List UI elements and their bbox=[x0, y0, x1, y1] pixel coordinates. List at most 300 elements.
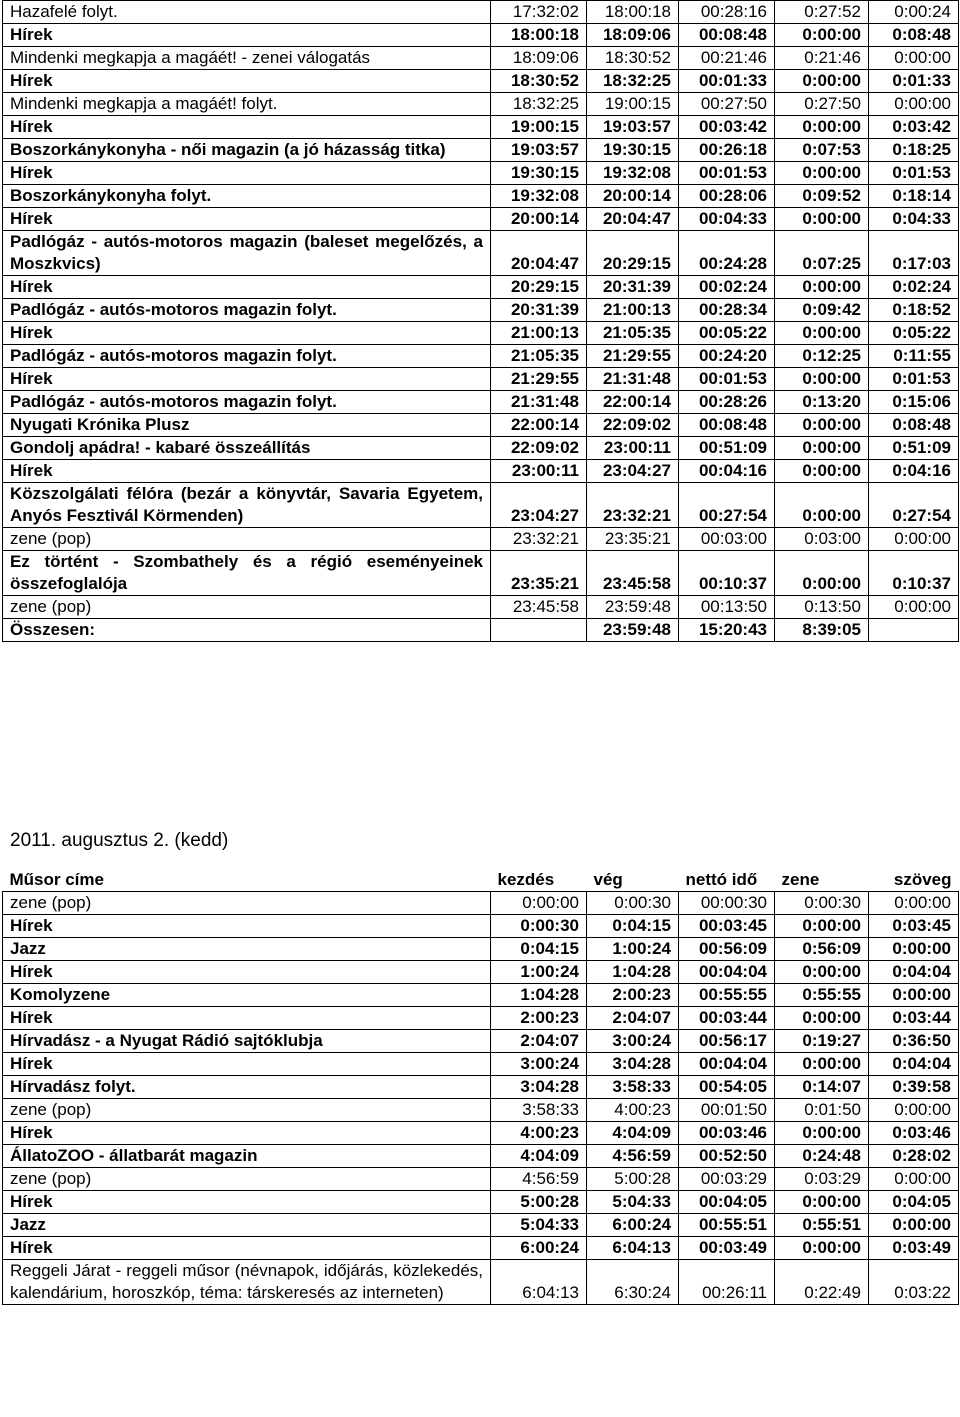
cell-title: Hírek bbox=[3, 1122, 491, 1145]
cell-music: 0:22:49 bbox=[775, 1260, 869, 1305]
cell-music: 0:55:51 bbox=[775, 1214, 869, 1237]
table-row bbox=[3, 1076, 959, 1099]
cell-start: 19:32:08 bbox=[491, 185, 587, 208]
cell-start: 17:32:02 bbox=[491, 1, 587, 24]
schedule-table-aug2 bbox=[2, 869, 959, 1305]
cell-text: 0:03:49 bbox=[869, 1237, 959, 1260]
cell-music: 0:27:50 bbox=[775, 93, 869, 116]
cell-text: 0:00:00 bbox=[869, 938, 959, 961]
cell-end: 5:00:28 bbox=[587, 1168, 679, 1191]
table-row bbox=[3, 1, 959, 24]
table-row bbox=[3, 322, 959, 345]
cell-start: 18:32:25 bbox=[491, 93, 587, 116]
cell-net: 00:00:30 bbox=[679, 892, 775, 915]
cell-music: 0:12:25 bbox=[775, 345, 869, 368]
cell-end: 20:31:39 bbox=[587, 276, 679, 299]
cell-start: 21:00:13 bbox=[491, 322, 587, 345]
cell-title: Gondolj apádra! - kabaré összeállítás bbox=[3, 437, 491, 460]
table-header-row bbox=[3, 869, 959, 892]
cell-title: zene (pop) bbox=[3, 1099, 491, 1122]
cell-net: 00:04:33 bbox=[679, 208, 775, 231]
cell-title: Hírek bbox=[3, 70, 491, 93]
cell-start: 22:09:02 bbox=[491, 437, 587, 460]
table-row bbox=[3, 961, 959, 984]
cell-text: 0:00:00 bbox=[869, 47, 959, 70]
cell-start: 2:04:07 bbox=[491, 1030, 587, 1053]
cell-start: 0:04:15 bbox=[491, 938, 587, 961]
cell-net: 00:28:26 bbox=[679, 391, 775, 414]
cell-net: 00:04:04 bbox=[679, 961, 775, 984]
cell-title: Padlógáz - autós-motoros magazin folyt. bbox=[3, 391, 491, 414]
cell-title: zene (pop) bbox=[3, 528, 491, 551]
cell-text: 0:11:55 bbox=[869, 345, 959, 368]
cell-music: 0:00:00 bbox=[775, 1007, 869, 1030]
cell-end: 5:04:33 bbox=[587, 1191, 679, 1214]
cell-end: 6:04:13 bbox=[587, 1237, 679, 1260]
cell-text: 0:08:48 bbox=[869, 414, 959, 437]
cell-text: 0:04:33 bbox=[869, 208, 959, 231]
cell-title: Hírek bbox=[3, 915, 491, 938]
cell-text: 0:03:46 bbox=[869, 1122, 959, 1145]
table-row bbox=[3, 1237, 959, 1260]
cell-net: 00:10:37 bbox=[679, 551, 775, 596]
cell-start: 4:56:59 bbox=[491, 1168, 587, 1191]
table-row bbox=[3, 1191, 959, 1214]
cell-text: 0:18:14 bbox=[869, 185, 959, 208]
cell-net: 00:03:44 bbox=[679, 1007, 775, 1030]
cell-title: Padlógáz - autós-motoros magazin folyt. bbox=[3, 299, 491, 322]
cell-end: 19:32:08 bbox=[587, 162, 679, 185]
cell-start: 20:04:47 bbox=[491, 231, 587, 276]
cell-text: 0:01:53 bbox=[869, 368, 959, 391]
cell-start: 22:00:14 bbox=[491, 414, 587, 437]
cell-music: 0:21:46 bbox=[775, 47, 869, 70]
cell-end: 4:00:23 bbox=[587, 1099, 679, 1122]
cell-net: 00:26:18 bbox=[679, 139, 775, 162]
cell-text: 0:03:22 bbox=[869, 1260, 959, 1305]
cell-start: 23:00:11 bbox=[491, 460, 587, 483]
cell-title: Hírek bbox=[3, 322, 491, 345]
cell-end: 19:00:15 bbox=[587, 93, 679, 116]
cell-music: 0:19:27 bbox=[775, 1030, 869, 1053]
cell-net: 00:52:50 bbox=[679, 1145, 775, 1168]
cell-text: 0:00:00 bbox=[869, 93, 959, 116]
cell-net: 15:20:43 bbox=[679, 619, 775, 642]
table-row bbox=[3, 299, 959, 322]
cell-music: 0:00:00 bbox=[775, 961, 869, 984]
cell-end: 3:58:33 bbox=[587, 1076, 679, 1099]
table-row bbox=[3, 24, 959, 47]
cell-start: 21:29:55 bbox=[491, 368, 587, 391]
cell-text: 0:03:42 bbox=[869, 116, 959, 139]
table-row bbox=[3, 345, 959, 368]
table-row bbox=[3, 391, 959, 414]
cell-music: 0:00:00 bbox=[775, 208, 869, 231]
header-end: vég bbox=[593, 870, 623, 889]
table-row bbox=[3, 596, 959, 619]
cell-end: 18:00:18 bbox=[587, 1, 679, 24]
header-text: szöveg bbox=[893, 870, 952, 889]
cell-title: Jazz bbox=[3, 1214, 491, 1237]
cell-text: 0:00:24 bbox=[869, 1, 959, 24]
cell-title: Hírvadász - a Nyugat Rádió sajtóklubja bbox=[3, 1030, 491, 1053]
table-row bbox=[3, 1214, 959, 1237]
cell-start: 20:31:39 bbox=[491, 299, 587, 322]
cell-title: Hírek bbox=[3, 24, 491, 47]
cell-start: 0:00:00 bbox=[491, 892, 587, 915]
cell-end: 20:29:15 bbox=[587, 231, 679, 276]
cell-text: 0:04:16 bbox=[869, 460, 959, 483]
cell-title: Mindenki megkapja a magáét! folyt. bbox=[3, 93, 491, 116]
table-row bbox=[3, 1099, 959, 1122]
cell-net: 00:01:53 bbox=[679, 368, 775, 391]
table-row bbox=[3, 483, 959, 528]
table-row bbox=[3, 437, 959, 460]
cell-music: 0:00:00 bbox=[775, 368, 869, 391]
cell-net: 00:04:05 bbox=[679, 1191, 775, 1214]
cell-text: 0:18:52 bbox=[869, 299, 959, 322]
cell-end: 6:00:24 bbox=[587, 1214, 679, 1237]
cell-net: 00:27:50 bbox=[679, 93, 775, 116]
cell-title: Ez történt - Szombathely és a régió eseményeinek összefoglalója bbox=[3, 551, 491, 596]
cell-start: 4:00:23 bbox=[491, 1122, 587, 1145]
cell-title: Reggeli Járat - reggeli műsor (névnapok, időjárás, közlekedés, kalendárium, horoszkóp, téma: társkeresés az interneten) bbox=[3, 1260, 491, 1305]
cell-title: Jazz bbox=[3, 938, 491, 961]
cell-text: 0:00:00 bbox=[869, 984, 959, 1007]
cell-net: 00:28:06 bbox=[679, 185, 775, 208]
cell-start: 3:00:24 bbox=[491, 1053, 587, 1076]
cell-music: 0:00:00 bbox=[775, 1191, 869, 1214]
table-row bbox=[3, 1053, 959, 1076]
cell-text: 0:00:00 bbox=[869, 1099, 959, 1122]
cell-net: 00:24:20 bbox=[679, 345, 775, 368]
cell-start: 23:32:21 bbox=[491, 528, 587, 551]
cell-text: 0:00:00 bbox=[869, 1214, 959, 1237]
cell-end: 23:35:21 bbox=[587, 528, 679, 551]
cell-start: 6:00:24 bbox=[491, 1237, 587, 1260]
table-row bbox=[3, 1145, 959, 1168]
cell-end: 20:00:14 bbox=[587, 185, 679, 208]
table-row bbox=[3, 892, 959, 915]
cell-title: Hírek bbox=[3, 1191, 491, 1214]
table-row bbox=[3, 1122, 959, 1145]
cell-end: 4:04:09 bbox=[587, 1122, 679, 1145]
cell-text: 0:18:25 bbox=[869, 139, 959, 162]
cell-music: 0:55:55 bbox=[775, 984, 869, 1007]
cell-start: 18:00:18 bbox=[491, 24, 587, 47]
cell-music: 0:00:00 bbox=[775, 322, 869, 345]
cell-text: 0:01:53 bbox=[869, 162, 959, 185]
cell-text: 0:36:50 bbox=[869, 1030, 959, 1053]
cell-title: Összesen: bbox=[3, 619, 491, 642]
cell-start: 18:30:52 bbox=[491, 70, 587, 93]
cell-music: 0:00:00 bbox=[775, 483, 869, 528]
cell-start: 20:00:14 bbox=[491, 208, 587, 231]
cell-music: 0:07:53 bbox=[775, 139, 869, 162]
cell-net: 00:28:16 bbox=[679, 1, 775, 24]
cell-start: 3:58:33 bbox=[491, 1099, 587, 1122]
cell-net: 00:54:05 bbox=[679, 1076, 775, 1099]
cell-start: 1:04:28 bbox=[491, 984, 587, 1007]
cell-title: Hírek bbox=[3, 276, 491, 299]
cell-text: 0:04:04 bbox=[869, 961, 959, 984]
cell-text: 0:00:00 bbox=[869, 892, 959, 915]
cell-end: 2:00:23 bbox=[587, 984, 679, 1007]
cell-music: 0:03:00 bbox=[775, 528, 869, 551]
cell-end: 3:00:24 bbox=[587, 1030, 679, 1053]
cell-end: 21:31:48 bbox=[587, 368, 679, 391]
cell-end: 1:04:28 bbox=[587, 961, 679, 984]
cell-net: 00:04:16 bbox=[679, 460, 775, 483]
cell-music: 0:13:50 bbox=[775, 596, 869, 619]
cell-title: Hírek bbox=[3, 208, 491, 231]
cell-text: 0:15:06 bbox=[869, 391, 959, 414]
cell-music: 8:39:05 bbox=[775, 619, 869, 642]
cell-text: 0:39:58 bbox=[869, 1076, 959, 1099]
cell-net: 00:56:17 bbox=[679, 1030, 775, 1053]
cell-end: 2:04:07 bbox=[587, 1007, 679, 1030]
cell-text: 0:10:37 bbox=[869, 551, 959, 596]
cell-end: 23:45:58 bbox=[587, 551, 679, 596]
table-row bbox=[3, 1007, 959, 1030]
cell-end: 23:32:21 bbox=[587, 483, 679, 528]
cell-music: 0:14:07 bbox=[775, 1076, 869, 1099]
cell-text: 0:05:22 bbox=[869, 322, 959, 345]
cell-title: Padlógáz - autós-motoros magazin folyt. bbox=[3, 345, 491, 368]
cell-start: 3:04:28 bbox=[491, 1076, 587, 1099]
table-row bbox=[3, 1030, 959, 1053]
cell-start: 0:00:30 bbox=[491, 915, 587, 938]
cell-title: Hírek bbox=[3, 368, 491, 391]
cell-net: 00:28:34 bbox=[679, 299, 775, 322]
cell-text: 0:04:04 bbox=[869, 1053, 959, 1076]
cell-start: 23:45:58 bbox=[491, 596, 587, 619]
cell-music: 0:07:25 bbox=[775, 231, 869, 276]
cell-start: 5:00:28 bbox=[491, 1191, 587, 1214]
cell-net: 00:55:51 bbox=[679, 1214, 775, 1237]
cell-net: 00:04:04 bbox=[679, 1053, 775, 1076]
cell-text: 0:51:09 bbox=[869, 437, 959, 460]
cell-music: 0:00:00 bbox=[775, 915, 869, 938]
table-row bbox=[3, 915, 959, 938]
cell-start: 21:31:48 bbox=[491, 391, 587, 414]
cell-music: 0:09:42 bbox=[775, 299, 869, 322]
cell-title: Közszolgálati félóra (bezár a könyvtár, Savaria Egyetem, Anyós Fesztivál Körmenden) bbox=[3, 483, 491, 528]
cell-music: 0:56:09 bbox=[775, 938, 869, 961]
cell-end: 1:00:24 bbox=[587, 938, 679, 961]
cell-music: 0:00:00 bbox=[775, 551, 869, 596]
cell-music: 0:00:00 bbox=[775, 70, 869, 93]
cell-title: zene (pop) bbox=[3, 596, 491, 619]
cell-end: 6:30:24 bbox=[587, 1260, 679, 1305]
cell-end: 18:32:25 bbox=[587, 70, 679, 93]
cell-title: ÁllatoZOO - állatbarát magazin bbox=[3, 1145, 491, 1168]
table-row bbox=[3, 231, 959, 276]
cell-end: 0:00:30 bbox=[587, 892, 679, 915]
cell-start: 5:04:33 bbox=[491, 1214, 587, 1237]
date-heading: 2011. augusztus 2. (kedd) bbox=[10, 830, 229, 851]
cell-title: Boszorkánykonyha folyt. bbox=[3, 185, 491, 208]
table-row bbox=[3, 551, 959, 596]
cell-net: 00:01:50 bbox=[679, 1099, 775, 1122]
cell-start: 21:05:35 bbox=[491, 345, 587, 368]
cell-end: 22:00:14 bbox=[587, 391, 679, 414]
table-row bbox=[3, 938, 959, 961]
table-row bbox=[3, 70, 959, 93]
cell-net: 00:05:22 bbox=[679, 322, 775, 345]
cell-text bbox=[869, 619, 959, 642]
cell-start: 19:00:15 bbox=[491, 116, 587, 139]
table-row bbox=[3, 1260, 959, 1305]
cell-music: 0:00:00 bbox=[775, 1237, 869, 1260]
cell-text: 0:27:54 bbox=[869, 483, 959, 528]
cell-net: 00:02:24 bbox=[679, 276, 775, 299]
cell-music: 0:00:00 bbox=[775, 414, 869, 437]
cell-music: 0:13:20 bbox=[775, 391, 869, 414]
cell-end: 23:59:48 bbox=[587, 596, 679, 619]
cell-net: 00:01:33 bbox=[679, 70, 775, 93]
cell-text: 0:04:05 bbox=[869, 1191, 959, 1214]
cell-end: 23:59:48 bbox=[587, 619, 679, 642]
cell-net: 00:21:46 bbox=[679, 47, 775, 70]
cell-net: 00:27:54 bbox=[679, 483, 775, 528]
table-row bbox=[3, 185, 959, 208]
cell-net: 00:55:55 bbox=[679, 984, 775, 1007]
cell-title: Hírek bbox=[3, 961, 491, 984]
cell-end: 23:04:27 bbox=[587, 460, 679, 483]
cell-net: 00:03:49 bbox=[679, 1237, 775, 1260]
cell-title: Hírek bbox=[3, 460, 491, 483]
cell-start: 20:29:15 bbox=[491, 276, 587, 299]
cell-music: 0:27:52 bbox=[775, 1, 869, 24]
cell-net: 00:01:53 bbox=[679, 162, 775, 185]
cell-net: 00:03:42 bbox=[679, 116, 775, 139]
cell-title: Hírek bbox=[3, 1053, 491, 1076]
table-row bbox=[3, 47, 959, 70]
cell-end: 20:04:47 bbox=[587, 208, 679, 231]
cell-end: 22:09:02 bbox=[587, 414, 679, 437]
cell-start: 2:00:23 bbox=[491, 1007, 587, 1030]
cell-title: Hírvadász folyt. bbox=[3, 1076, 491, 1099]
cell-net: 00:03:00 bbox=[679, 528, 775, 551]
table-row bbox=[3, 116, 959, 139]
cell-net: 00:03:45 bbox=[679, 915, 775, 938]
header-start: kezdés bbox=[497, 870, 555, 889]
cell-end: 23:00:11 bbox=[587, 437, 679, 460]
table-row bbox=[3, 1168, 959, 1191]
cell-end: 21:29:55 bbox=[587, 345, 679, 368]
cell-text: 0:17:03 bbox=[869, 231, 959, 276]
cell-net: 00:51:09 bbox=[679, 437, 775, 460]
cell-title: Hazafelé folyt. bbox=[3, 1, 491, 24]
total-row bbox=[3, 619, 959, 642]
cell-text: 0:08:48 bbox=[869, 24, 959, 47]
cell-music: 0:00:00 bbox=[775, 1053, 869, 1076]
cell-music: 0:00:00 bbox=[775, 460, 869, 483]
cell-text: 0:00:00 bbox=[869, 1168, 959, 1191]
cell-title: Hírek bbox=[3, 162, 491, 185]
cell-start: 19:30:15 bbox=[491, 162, 587, 185]
cell-start: 1:00:24 bbox=[491, 961, 587, 984]
cell-music: 0:00:00 bbox=[775, 162, 869, 185]
cell-music: 0:24:48 bbox=[775, 1145, 869, 1168]
cell-music: 0:00:00 bbox=[775, 116, 869, 139]
cell-music: 0:09:52 bbox=[775, 185, 869, 208]
cell-music: 0:00:30 bbox=[775, 892, 869, 915]
cell-start: 23:04:27 bbox=[491, 483, 587, 528]
cell-end: 18:30:52 bbox=[587, 47, 679, 70]
cell-title: zene (pop) bbox=[3, 1168, 491, 1191]
cell-net: 00:03:29 bbox=[679, 1168, 775, 1191]
cell-net: 00:24:28 bbox=[679, 231, 775, 276]
schedule-table-aug1 bbox=[2, 0, 959, 642]
table-row bbox=[3, 208, 959, 231]
cell-start bbox=[491, 619, 587, 642]
cell-end: 21:05:35 bbox=[587, 322, 679, 345]
table-row bbox=[3, 414, 959, 437]
cell-music: 0:00:00 bbox=[775, 437, 869, 460]
cell-title: Hírek bbox=[3, 116, 491, 139]
cell-net: 00:56:09 bbox=[679, 938, 775, 961]
cell-net: 00:08:48 bbox=[679, 414, 775, 437]
cell-text: 0:00:00 bbox=[869, 596, 959, 619]
table-row bbox=[3, 984, 959, 1007]
cell-title: Hírek bbox=[3, 1237, 491, 1260]
cell-end: 19:30:15 bbox=[587, 139, 679, 162]
cell-start: 6:04:13 bbox=[491, 1260, 587, 1305]
cell-text: 0:00:00 bbox=[869, 528, 959, 551]
cell-title: Padlógáz - autós-motoros magazin (baleset megelőzés, a Moszkvics) bbox=[3, 231, 491, 276]
cell-net: 00:26:11 bbox=[679, 1260, 775, 1305]
cell-end: 19:03:57 bbox=[587, 116, 679, 139]
cell-net: 00:08:48 bbox=[679, 24, 775, 47]
cell-music: 0:01:50 bbox=[775, 1099, 869, 1122]
cell-start: 19:03:57 bbox=[491, 139, 587, 162]
cell-end: 4:56:59 bbox=[587, 1145, 679, 1168]
cell-music: 0:03:29 bbox=[775, 1168, 869, 1191]
cell-music: 0:00:00 bbox=[775, 24, 869, 47]
header-title: Műsor címe bbox=[9, 870, 104, 889]
table-row bbox=[3, 276, 959, 299]
header-music: zene bbox=[781, 870, 820, 889]
cell-start: 4:04:09 bbox=[491, 1145, 587, 1168]
table-row bbox=[3, 368, 959, 391]
cell-net: 00:13:50 bbox=[679, 596, 775, 619]
cell-net: 00:03:46 bbox=[679, 1122, 775, 1145]
cell-start: 23:35:21 bbox=[491, 551, 587, 596]
table-row bbox=[3, 528, 959, 551]
cell-text: 0:03:44 bbox=[869, 1007, 959, 1030]
cell-title: zene (pop) bbox=[3, 892, 491, 915]
cell-text: 0:28:02 bbox=[869, 1145, 959, 1168]
cell-music: 0:00:00 bbox=[775, 1122, 869, 1145]
header-net: nettó idő bbox=[685, 870, 758, 889]
table-row bbox=[3, 460, 959, 483]
cell-end: 21:00:13 bbox=[587, 299, 679, 322]
cell-start: 18:09:06 bbox=[491, 47, 587, 70]
cell-title: Hírek bbox=[3, 1007, 491, 1030]
cell-end: 18:09:06 bbox=[587, 24, 679, 47]
table-row bbox=[3, 139, 959, 162]
cell-text: 0:03:45 bbox=[869, 915, 959, 938]
table-row bbox=[3, 162, 959, 185]
cell-text: 0:02:24 bbox=[869, 276, 959, 299]
cell-music: 0:00:00 bbox=[775, 276, 869, 299]
cell-title: Mindenki megkapja a magáét! - zenei válogatás bbox=[3, 47, 491, 70]
cell-title: Boszorkánykonyha - női magazin (a jó házasság titka) bbox=[3, 139, 491, 162]
cell-end: 3:04:28 bbox=[587, 1053, 679, 1076]
cell-title: Komolyzene bbox=[3, 984, 491, 1007]
